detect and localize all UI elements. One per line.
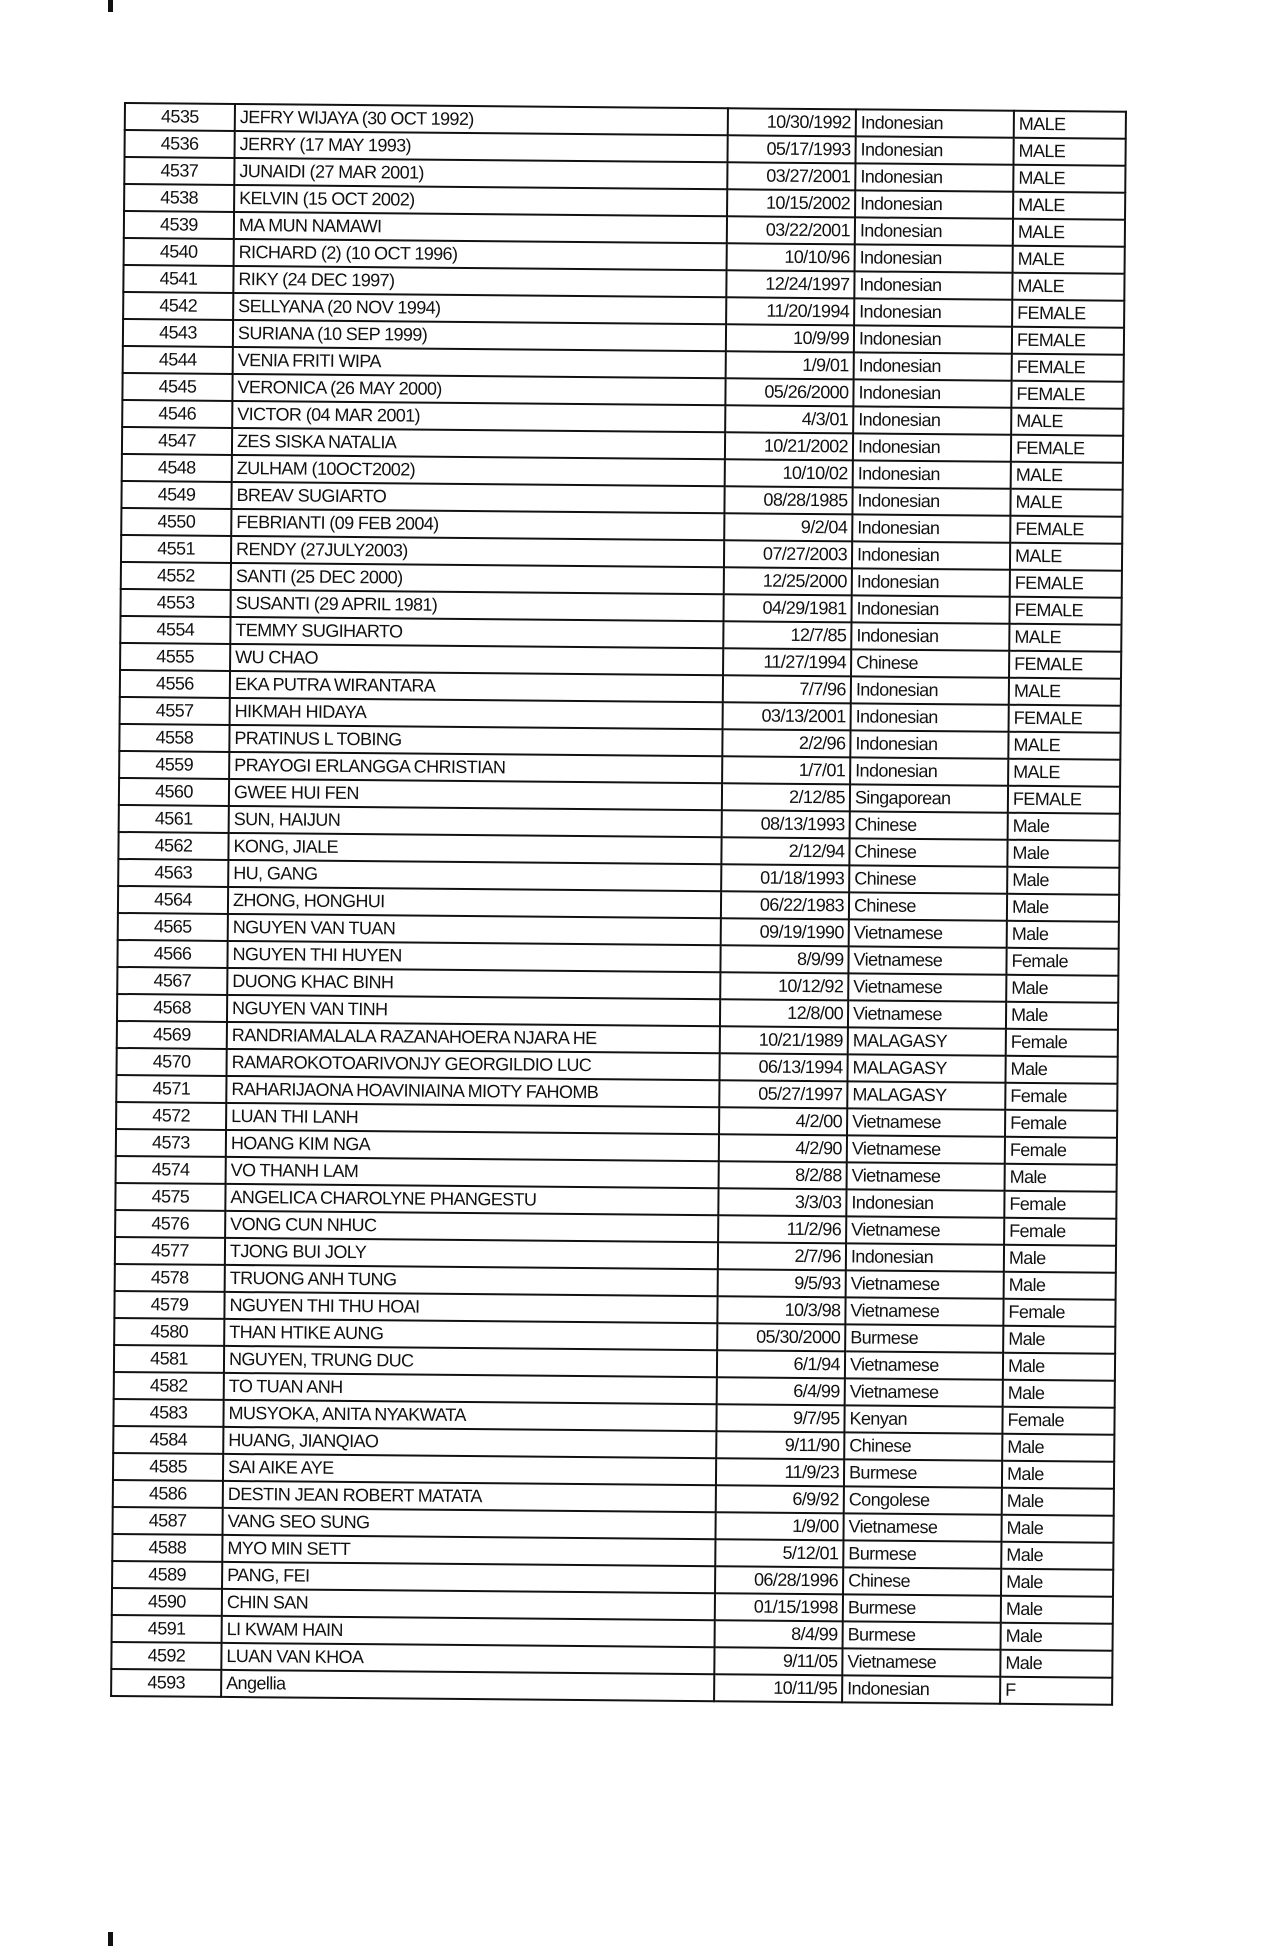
cell-name: HUANG, JIANQIAO bbox=[223, 1427, 716, 1458]
cell-name: LUAN THI LANH bbox=[226, 1103, 719, 1134]
cell-name: ZHONG, HONGHUI bbox=[228, 887, 721, 918]
cell-id: 4587 bbox=[113, 1507, 223, 1535]
cell-id: 4569 bbox=[117, 1021, 227, 1049]
cell-name: NGUYEN VAN TINH bbox=[227, 995, 720, 1026]
cell-dob: 2/2/96 bbox=[722, 729, 850, 757]
cell-id: 4586 bbox=[113, 1480, 223, 1508]
cell-id: 4562 bbox=[118, 832, 228, 860]
cell-dob: 3/3/03 bbox=[718, 1188, 846, 1216]
cell-dob: 03/13/2001 bbox=[723, 702, 851, 730]
cell-dob: 2/12/94 bbox=[721, 837, 849, 865]
cell-name: SAI AIKE AYE bbox=[223, 1454, 716, 1485]
cell-id: 4563 bbox=[118, 859, 228, 887]
cell-name: VENIA FRITI WIPA bbox=[233, 347, 726, 378]
cell-name: ANGELICA CHAROLYNE PHANGESTU bbox=[225, 1184, 718, 1215]
cell-dob: 8/4/99 bbox=[715, 1620, 843, 1648]
cell-gen: Male bbox=[1000, 1650, 1112, 1678]
cell-dob: 10/12/92 bbox=[720, 972, 848, 1000]
cell-name: MYO MIN SETT bbox=[222, 1535, 715, 1566]
cell-gen: MALE bbox=[1011, 408, 1123, 436]
cell-gen: Female bbox=[1005, 1083, 1117, 1111]
cell-gen: Male bbox=[1001, 1623, 1113, 1651]
cell-id: 4582 bbox=[114, 1372, 224, 1400]
cell-gen: FEMALE bbox=[1012, 300, 1124, 328]
cell-name: NGUYEN, TRUNG DUC bbox=[224, 1346, 717, 1377]
cell-nat: Indonesian bbox=[851, 595, 1009, 623]
cell-gen: Male bbox=[1002, 1461, 1114, 1489]
cell-name: PANG, FEI bbox=[222, 1562, 715, 1593]
cell-gen: FEMALE bbox=[1009, 597, 1121, 625]
cell-dob: 9/2/04 bbox=[724, 513, 852, 541]
cell-id: 4556 bbox=[120, 670, 230, 698]
cell-nat: Indonesian bbox=[850, 730, 1008, 758]
cell-dob: 03/22/2001 bbox=[727, 216, 855, 244]
cell-name: LI KWAM HAIN bbox=[222, 1616, 715, 1647]
cell-id: 4542 bbox=[123, 292, 233, 320]
cell-gen: MALE bbox=[1013, 192, 1125, 220]
cell-id: 4581 bbox=[114, 1345, 224, 1373]
cell-nat: Singaporean bbox=[850, 784, 1008, 812]
cell-gen: Male bbox=[1005, 1164, 1117, 1192]
cell-id: 4557 bbox=[120, 697, 230, 725]
cell-nat: Indonesian bbox=[852, 487, 1010, 515]
cell-id: 4576 bbox=[115, 1210, 225, 1238]
cell-name: TEMMY SUGIHARTO bbox=[230, 617, 723, 648]
cell-nat: Chinese bbox=[849, 865, 1007, 893]
cell-dob: 8/2/88 bbox=[719, 1161, 847, 1189]
cell-gen: FEMALE bbox=[1010, 570, 1122, 598]
cell-nat: Indonesian bbox=[842, 1675, 1000, 1703]
cell-id: 4593 bbox=[111, 1669, 221, 1697]
cell-dob: 03/27/2001 bbox=[727, 162, 855, 190]
cell-dob: 10/11/95 bbox=[714, 1674, 842, 1702]
cell-gen: MALE bbox=[1008, 759, 1120, 787]
cell-nat: Indonesian bbox=[854, 325, 1012, 353]
cell-dob: 6/4/99 bbox=[717, 1377, 845, 1405]
cell-dob: 11/27/1994 bbox=[723, 648, 851, 676]
cell-id: 4549 bbox=[121, 481, 231, 509]
cell-name: VO THANH LAM bbox=[226, 1157, 719, 1188]
scan-mark-bottom bbox=[108, 1932, 113, 1946]
cell-gen: Male bbox=[1007, 867, 1119, 895]
cell-name: SELLYANA (20 NOV 1994) bbox=[233, 293, 726, 324]
cell-name: RANDRIAMALALA RAZANAHOERA NJARA HE bbox=[227, 1022, 720, 1053]
cell-nat: Chinese bbox=[850, 811, 1008, 839]
cell-gen: FEMALE bbox=[1011, 435, 1123, 463]
cell-id: 4555 bbox=[120, 643, 230, 671]
cell-gen: F bbox=[1000, 1677, 1112, 1705]
cell-nat: Chinese bbox=[851, 649, 1009, 677]
cell-gen: Female bbox=[1003, 1299, 1115, 1327]
cell-nat: MALAGASY bbox=[848, 1027, 1006, 1055]
cell-gen: MALE bbox=[1013, 165, 1125, 193]
records-table bbox=[110, 102, 1127, 1706]
cell-name: JERRY (17 MAY 1993) bbox=[235, 131, 728, 162]
cell-nat: Vietnamese bbox=[849, 919, 1007, 947]
cell-id: 4545 bbox=[122, 373, 232, 401]
cell-gen: FEMALE bbox=[1009, 705, 1121, 733]
cell-id: 4538 bbox=[124, 184, 234, 212]
cell-gen: MALE bbox=[1010, 543, 1122, 571]
cell-nat: Indonesian bbox=[851, 676, 1009, 704]
cell-dob: 4/2/90 bbox=[719, 1134, 847, 1162]
cell-dob: 08/13/1993 bbox=[722, 810, 850, 838]
cell-id: 4544 bbox=[123, 346, 233, 374]
cell-name: SUSANTI (29 APRIL 1981) bbox=[231, 590, 724, 621]
cell-name: JEFRY WIJAYA (30 OCT 1992) bbox=[235, 104, 728, 135]
cell-name: SUN, HAIJUN bbox=[229, 806, 722, 837]
cell-dob: 2/7/96 bbox=[718, 1242, 846, 1270]
cell-gen: Male bbox=[1001, 1596, 1113, 1624]
cell-gen: MALE bbox=[1013, 246, 1125, 274]
cell-name: WU CHAO bbox=[230, 644, 723, 675]
cell-gen: Female bbox=[1005, 1137, 1117, 1165]
cell-name: GWEE HUI FEN bbox=[229, 779, 722, 810]
cell-nat: Indonesian bbox=[853, 460, 1011, 488]
cell-gen: Male bbox=[1003, 1380, 1115, 1408]
cell-dob: 12/25/2000 bbox=[724, 567, 852, 595]
cell-name: RENDY (27JULY2003) bbox=[231, 536, 724, 567]
cell-nat: MALAGASY bbox=[847, 1054, 1005, 1082]
cell-gen: Female bbox=[1004, 1191, 1116, 1219]
cell-gen: Male bbox=[1002, 1434, 1114, 1462]
cell-gen: Female bbox=[1006, 948, 1118, 976]
cell-nat: Vietnamese bbox=[845, 1378, 1003, 1406]
cell-id: 4565 bbox=[118, 913, 228, 941]
cell-name: NGUYEN THI THU HOAI bbox=[224, 1292, 717, 1323]
cell-dob: 11/20/1994 bbox=[726, 297, 854, 325]
cell-id: 4592 bbox=[111, 1642, 221, 1670]
cell-gen: Male bbox=[1006, 1002, 1118, 1030]
cell-id: 4535 bbox=[125, 103, 235, 131]
cell-nat: Vietnamese bbox=[845, 1351, 1003, 1379]
cell-name: TO TUAN ANH bbox=[224, 1373, 717, 1404]
cell-nat: Chinese bbox=[849, 838, 1007, 866]
cell-nat: Burmese bbox=[843, 1594, 1001, 1622]
cell-dob: 6/1/94 bbox=[717, 1350, 845, 1378]
cell-name: ZULHAM (10OCT2002) bbox=[232, 455, 725, 486]
cell-nat: MALAGASY bbox=[847, 1081, 1005, 1109]
cell-id: 4574 bbox=[116, 1156, 226, 1184]
cell-dob: 2/12/85 bbox=[722, 783, 850, 811]
cell-id: 4559 bbox=[119, 751, 229, 779]
cell-dob: 7/7/96 bbox=[723, 675, 851, 703]
cell-gen: Male bbox=[1007, 894, 1119, 922]
cell-id: 4580 bbox=[114, 1318, 224, 1346]
cell-gen: MALE bbox=[1009, 624, 1121, 652]
cell-nat: Indonesian bbox=[852, 568, 1010, 596]
cell-nat: Indonesian bbox=[853, 379, 1011, 407]
cell-dob: 10/10/96 bbox=[727, 243, 855, 271]
cell-name: RICHARD (2) (10 OCT 1996) bbox=[234, 239, 727, 270]
cell-dob: 9/11/05 bbox=[714, 1647, 842, 1675]
cell-gen: FEMALE bbox=[1011, 381, 1123, 409]
scan-mark-top bbox=[108, 0, 113, 12]
cell-dob: 05/17/1993 bbox=[727, 135, 855, 163]
cell-gen: FEMALE bbox=[1012, 327, 1124, 355]
cell-gen: Male bbox=[1003, 1353, 1115, 1381]
cell-id: 4561 bbox=[119, 805, 229, 833]
cell-gen: Male bbox=[1001, 1569, 1113, 1597]
cell-name: TJONG BUI JOLY bbox=[225, 1238, 718, 1269]
cell-gen: FEMALE bbox=[1012, 354, 1124, 382]
cell-id: 4539 bbox=[124, 211, 234, 239]
cell-name: KELVIN (15 OCT 2002) bbox=[234, 185, 727, 216]
cell-id: 4573 bbox=[116, 1129, 226, 1157]
cell-gen: FEMALE bbox=[1009, 651, 1121, 679]
cell-name: EKA PUTRA WIRANTARA bbox=[230, 671, 723, 702]
cell-name: FEBRIANTI (09 FEB 2004) bbox=[231, 509, 724, 540]
cell-dob: 06/22/1983 bbox=[721, 891, 849, 919]
cell-nat: Burmese bbox=[845, 1324, 1003, 1352]
cell-id: 4554 bbox=[120, 616, 230, 644]
cell-id: 4541 bbox=[123, 265, 233, 293]
cell-nat: Indonesian bbox=[855, 163, 1013, 191]
cell-nat: Indonesian bbox=[854, 352, 1012, 380]
cell-dob: 10/9/99 bbox=[726, 324, 854, 352]
cell-id: 4570 bbox=[117, 1048, 227, 1076]
cell-gen: Male bbox=[1004, 1272, 1116, 1300]
cell-id: 4564 bbox=[118, 886, 228, 914]
cell-dob: 1/9/01 bbox=[726, 351, 854, 379]
cell-id: 4560 bbox=[119, 778, 229, 806]
cell-nat: Chinese bbox=[849, 892, 1007, 920]
cell-dob: 01/18/1993 bbox=[721, 864, 849, 892]
cell-id: 4578 bbox=[115, 1264, 225, 1292]
cell-name: HOANG KIM NGA bbox=[226, 1130, 719, 1161]
cell-nat: Vietnamese bbox=[846, 1216, 1004, 1244]
cell-id: 4552 bbox=[121, 562, 231, 590]
cell-id: 4537 bbox=[124, 157, 234, 185]
cell-id: 4579 bbox=[114, 1291, 224, 1319]
cell-dob: 06/13/1994 bbox=[719, 1053, 847, 1081]
cell-id: 4548 bbox=[122, 454, 232, 482]
cell-gen: Female bbox=[1005, 1110, 1117, 1138]
cell-nat: Vietnamese bbox=[847, 1162, 1005, 1190]
cell-nat: Indonesian bbox=[855, 136, 1013, 164]
cell-dob: 07/27/2003 bbox=[724, 540, 852, 568]
cell-id: 4550 bbox=[121, 508, 231, 536]
cell-nat: Indonesian bbox=[846, 1189, 1004, 1217]
cell-dob: 6/9/92 bbox=[716, 1485, 844, 1513]
cell-id: 4572 bbox=[116, 1102, 226, 1130]
cell-id: 4536 bbox=[125, 130, 235, 158]
cell-dob: 06/28/1996 bbox=[715, 1566, 843, 1594]
cell-dob: 09/19/1990 bbox=[721, 918, 849, 946]
cell-nat: Chinese bbox=[844, 1432, 1002, 1460]
cell-dob: 1/7/01 bbox=[722, 756, 850, 784]
cell-nat: Indonesian bbox=[846, 1243, 1004, 1271]
cell-dob: 1/9/00 bbox=[715, 1512, 843, 1540]
cell-name: VANG SEO SUNG bbox=[222, 1508, 715, 1539]
cell-dob: 04/29/1981 bbox=[723, 594, 851, 622]
cell-dob: 11/9/23 bbox=[716, 1458, 844, 1486]
cell-name: VONG CUN NHUC bbox=[225, 1211, 718, 1242]
cell-nat: Vietnamese bbox=[843, 1513, 1001, 1541]
cell-id: 4543 bbox=[123, 319, 233, 347]
cell-nat: Indonesian bbox=[855, 217, 1013, 245]
cell-id: 4571 bbox=[116, 1075, 226, 1103]
cell-name: TRUONG ANH TUNG bbox=[225, 1265, 718, 1296]
cell-dob: 12/8/00 bbox=[720, 999, 848, 1027]
cell-name: DUONG KHAC BINH bbox=[227, 968, 720, 999]
cell-gen: Female bbox=[1006, 1029, 1118, 1057]
cell-nat: Vietnamese bbox=[848, 946, 1006, 974]
cell-name: PRAYOGI ERLANGGA CHRISTIAN bbox=[229, 752, 722, 783]
cell-gen: MALE bbox=[1013, 138, 1125, 166]
cell-dob: 05/26/2000 bbox=[725, 378, 853, 406]
cell-dob: 10/21/1989 bbox=[720, 1026, 848, 1054]
cell-dob: 12/24/1997 bbox=[726, 270, 854, 298]
cell-gen: MALE bbox=[1012, 273, 1124, 301]
cell-name: KONG, JIALE bbox=[228, 833, 721, 864]
cell-nat: Burmese bbox=[844, 1459, 1002, 1487]
cell-gen: MALE bbox=[1010, 489, 1122, 517]
cell-nat: Vietnamese bbox=[847, 1135, 1005, 1163]
cell-id: 4584 bbox=[113, 1426, 223, 1454]
cell-name: Angellia bbox=[221, 1670, 714, 1701]
cell-id: 4590 bbox=[112, 1588, 222, 1616]
cell-nat: Indonesian bbox=[855, 190, 1013, 218]
cell-gen: MALE bbox=[1009, 678, 1121, 706]
cell-dob: 10/15/2002 bbox=[727, 189, 855, 217]
cell-gen: Male bbox=[1008, 813, 1120, 841]
cell-nat: Indonesian bbox=[855, 244, 1013, 272]
cell-dob: 10/21/2002 bbox=[725, 432, 853, 460]
cell-name: MUSYOKA, ANITA NYAKWATA bbox=[223, 1400, 716, 1431]
cell-name: MA MUN NAMAWI bbox=[234, 212, 727, 243]
cell-nat: Indonesian bbox=[851, 703, 1009, 731]
cell-gen: MALE bbox=[1011, 462, 1123, 490]
cell-nat: Vietnamese bbox=[845, 1297, 1003, 1325]
cell-gen: Male bbox=[1007, 921, 1119, 949]
cell-nat: Indonesian bbox=[851, 622, 1009, 650]
cell-dob: 05/27/1997 bbox=[719, 1080, 847, 1108]
cell-nat: Indonesian bbox=[852, 541, 1010, 569]
cell-nat: Vietnamese bbox=[846, 1270, 1004, 1298]
cell-name: NGUYEN THI HUYEN bbox=[227, 941, 720, 972]
cell-nat: Indonesian bbox=[854, 271, 1012, 299]
cell-dob: 05/30/2000 bbox=[717, 1323, 845, 1351]
cell-nat: Indonesian bbox=[852, 514, 1010, 542]
cell-name: JUNAIDI (27 MAR 2001) bbox=[234, 158, 727, 189]
cell-gen: Male bbox=[1007, 840, 1119, 868]
cell-gen: Male bbox=[1006, 975, 1118, 1003]
cell-name: VICTOR (04 MAR 2001) bbox=[232, 401, 725, 432]
cell-dob: 9/11/90 bbox=[716, 1431, 844, 1459]
cell-nat: Indonesian bbox=[853, 433, 1011, 461]
cell-id: 4583 bbox=[113, 1399, 223, 1427]
cell-gen: Male bbox=[1001, 1542, 1113, 1570]
cell-nat: Indonesian bbox=[853, 406, 1011, 434]
cell-nat: Kenyan bbox=[844, 1405, 1002, 1433]
cell-id: 4547 bbox=[122, 427, 232, 455]
cell-gen: Male bbox=[1001, 1515, 1113, 1543]
cell-id: 4551 bbox=[121, 535, 231, 563]
cell-id: 4588 bbox=[112, 1534, 222, 1562]
cell-id: 4589 bbox=[112, 1561, 222, 1589]
cell-dob: 4/3/01 bbox=[725, 405, 853, 433]
cell-id: 4577 bbox=[115, 1237, 225, 1265]
cell-dob: 12/7/85 bbox=[723, 621, 851, 649]
cell-id: 4540 bbox=[124, 238, 234, 266]
cell-dob: 9/5/93 bbox=[718, 1269, 846, 1297]
cell-id: 4575 bbox=[115, 1183, 225, 1211]
cell-name: ZES SISKA NATALIA bbox=[232, 428, 725, 459]
cell-name: RAMAROKOTOARIVONJY GEORGILDIO LUC bbox=[227, 1049, 720, 1080]
cell-dob: 10/10/02 bbox=[725, 459, 853, 487]
cell-id: 4566 bbox=[117, 940, 227, 968]
cell-nat: Vietnamese bbox=[842, 1648, 1000, 1676]
cell-nat: Vietnamese bbox=[848, 973, 1006, 1001]
cell-name: HU, GANG bbox=[228, 860, 721, 891]
cell-gen: Male bbox=[1005, 1056, 1117, 1084]
cell-dob: 11/2/96 bbox=[718, 1215, 846, 1243]
cell-name: DESTIN JEAN ROBERT MATATA bbox=[223, 1481, 716, 1512]
cell-name: LUAN VAN KHOA bbox=[221, 1643, 714, 1674]
cell-gen: MALE bbox=[1014, 111, 1126, 139]
cell-nat: Chinese bbox=[843, 1567, 1001, 1595]
cell-nat: Indonesian bbox=[854, 298, 1012, 326]
cell-gen: MALE bbox=[1013, 219, 1125, 247]
cell-name: CHIN SAN bbox=[222, 1589, 715, 1620]
cell-id: 4553 bbox=[121, 589, 231, 617]
cell-id: 4568 bbox=[117, 994, 227, 1022]
cell-id: 4591 bbox=[112, 1615, 222, 1643]
cell-nat: Vietnamese bbox=[848, 1000, 1006, 1028]
cell-name: SANTI (25 DEC 2000) bbox=[231, 563, 724, 594]
cell-dob: 01/15/1998 bbox=[715, 1593, 843, 1621]
cell-nat: Burmese bbox=[843, 1621, 1001, 1649]
cell-nat: Burmese bbox=[843, 1540, 1001, 1568]
cell-id: 4558 bbox=[119, 724, 229, 752]
cell-name: RAHARIJAONA HOAVINIAINA MIOTY FAHOMB bbox=[226, 1076, 719, 1107]
cell-id: 4546 bbox=[122, 400, 232, 428]
cell-name: PRATINUS L TOBING bbox=[229, 725, 722, 756]
cell-name: VERONICA (26 MAY 2000) bbox=[232, 374, 725, 405]
cell-nat: Congolese bbox=[844, 1486, 1002, 1514]
cell-name: HIKMAH HIDAYA bbox=[230, 698, 723, 729]
cell-dob: 9/7/95 bbox=[716, 1404, 844, 1432]
cell-dob: 8/9/99 bbox=[720, 945, 848, 973]
cell-nat: Indonesian bbox=[850, 757, 1008, 785]
cell-gen: Male bbox=[1003, 1326, 1115, 1354]
cell-nat: Indonesian bbox=[856, 109, 1014, 137]
cell-dob: 10/3/98 bbox=[717, 1296, 845, 1324]
cell-gen: Male bbox=[1004, 1245, 1116, 1273]
cell-dob: 08/28/1985 bbox=[724, 486, 852, 514]
cell-gen: MALE bbox=[1008, 732, 1120, 760]
cell-name: NGUYEN VAN TUAN bbox=[228, 914, 721, 945]
cell-gen: FEMALE bbox=[1008, 786, 1120, 814]
cell-id: 4567 bbox=[117, 967, 227, 995]
cell-nat: Vietnamese bbox=[847, 1108, 1005, 1136]
cell-name: BREAV SUGIARTO bbox=[231, 482, 724, 513]
cell-dob: 10/30/1992 bbox=[728, 108, 856, 136]
cell-gen: Female bbox=[1002, 1407, 1114, 1435]
cell-id: 4585 bbox=[113, 1453, 223, 1481]
cell-name: THAN HTIKE AUNG bbox=[224, 1319, 717, 1350]
cell-name: SURIANA (10 SEP 1999) bbox=[233, 320, 726, 351]
cell-gen: Female bbox=[1004, 1218, 1116, 1246]
cell-name: RIKY (24 DEC 1997) bbox=[233, 266, 726, 297]
cell-gen: FEMALE bbox=[1010, 516, 1122, 544]
cell-dob: 4/2/00 bbox=[719, 1107, 847, 1135]
cell-gen: Male bbox=[1002, 1488, 1114, 1516]
cell-dob: 5/12/01 bbox=[715, 1539, 843, 1567]
